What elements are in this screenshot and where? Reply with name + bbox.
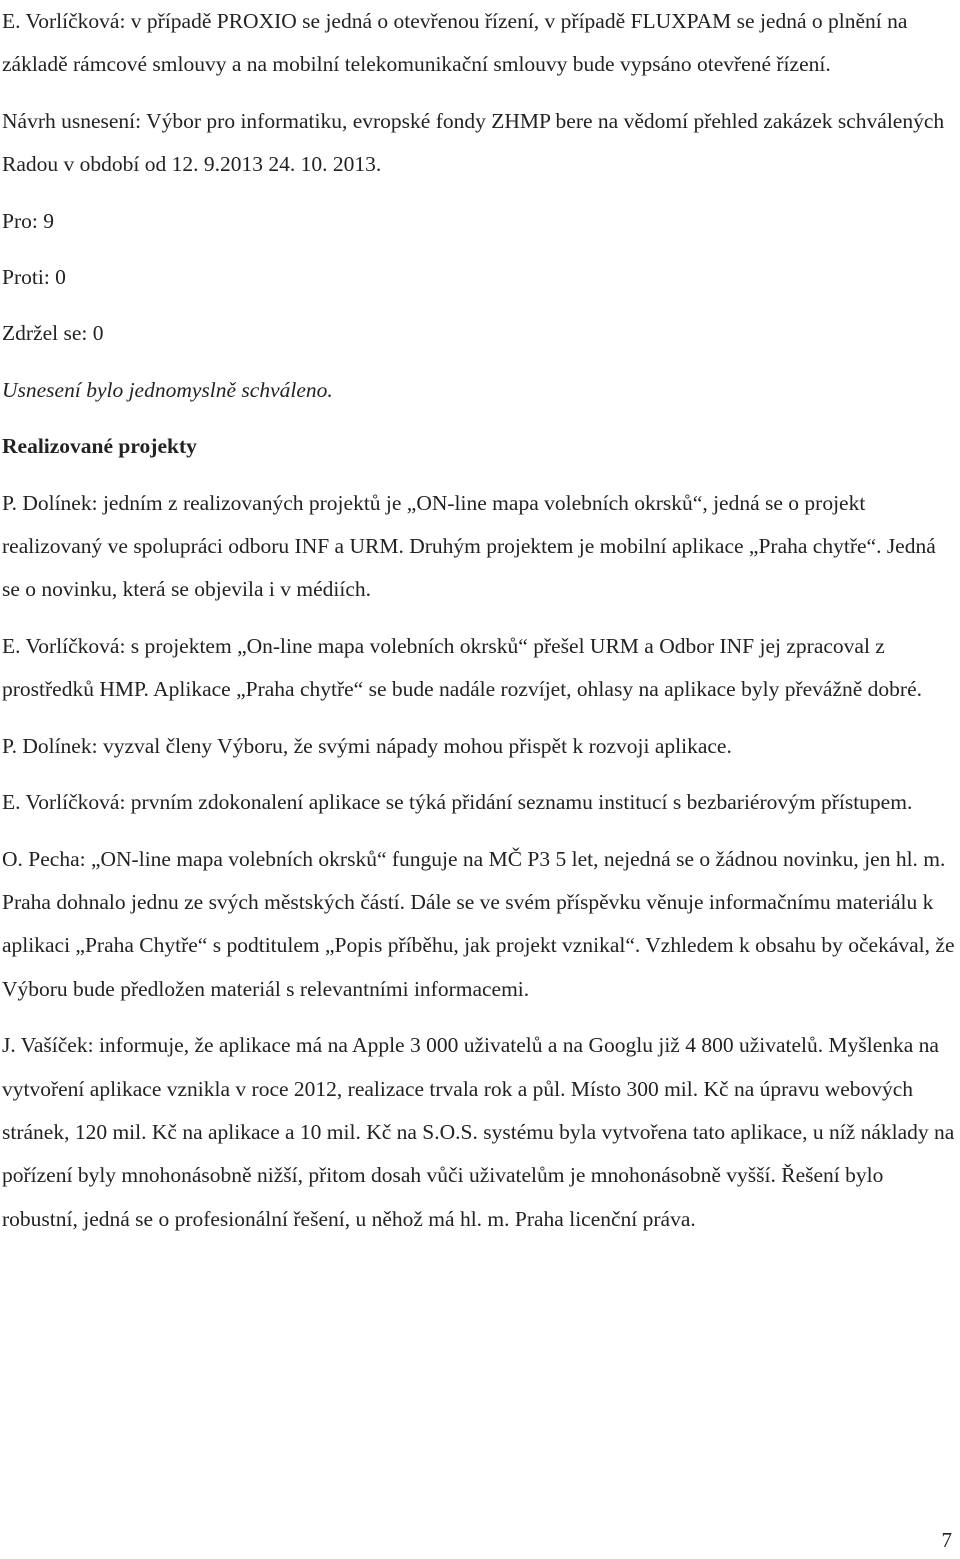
page-number: 7 (941, 1528, 952, 1552)
paragraph-pecha: O. Pecha: „ON-line mapa volebních okrsků“ funguje na MČ P3 5 let, nejedná se o žádnou novinku, jen hl. m. Praha dohnalo jednu ze svých městských částí. Dále se ve svém příspěvku věnuje informačnímu materiálu k aplikaci „Praha Chytře“ s podtitulem „Popis příběhu, jak projekt vznikal“. Vzhledem k obsahu by očekával, že Výboru bude předložen materiál s relevantními informacemi. (2, 846, 955, 1001)
resolution-approved: Usnesení bylo jednomyslně schváleno. (2, 377, 333, 402)
vote-for: Pro: 9 (2, 208, 54, 233)
vote-abstain: Zdržel se: 0 (2, 321, 104, 346)
paragraph-vorlickova-mapa: E. Vorlíčková: s projektem „On-line mapa volebních okrsků“ přešel URM a Odbor INF jej zpracoval z prostředků HMP. Aplikace „Praha chytře“ se bude nadále rozvíjet, ohlasy na aplikace byly převážně dobré. (2, 633, 922, 702)
document-page (2, 0, 957, 1241)
paragraph-vorlickova-zdokonaleni: E. Vorlíčková: prvním zdokonalení aplikace se týká přidání seznamu institucí s bezbariérovým přístupem. (2, 790, 913, 815)
paragraph-vasicek: J. Vašíček: informuje, že aplikace má na Apple 3 000 uživatelů a na Googlu již 4 800 uživatelů. Myšlenka na vytvoření aplikace vznikla v roce 2012, realizace trvala rok a půl. Místo 300 mil. Kč na úpravu webových stránek, 120 mil. Kč na aplikace a 10 mil. Kč na S.O.S. systému byla vytvořena tato aplikace, u níž náklady na pořízení byly mnohonásobně nižší, přitom dosah vůči uživatelům je mnohonásobně vyšší. Řešení bylo robustní, jedná se o profesionální řešení, u něhož má hl. m. Praha licenční práva. (2, 1033, 955, 1231)
paragraph-dolinek-projekty: P. Dolínek: jedním z realizovaných projektů je „ON-line mapa volebních okrsků“, jedná se o projekt realizovaný ve spolupráci odboru INF a URM. Druhým projektem je mobilní aplikace „Praha chytře“. Jedná se o novinku, která se objevila i v médiích. (2, 490, 936, 602)
paragraph-vorlickova-proxio: E. Vorlíčková: v případě PROXIO se jedná o otevřenou řízení, v případě FLUXPAM se jedná o plnění na základě rámcové smlouvy a na mobilní telekomunikační smlouvy bude vypsáno otevřené řízení. (2, 9, 908, 77)
vote-against: Proti: 0 (2, 265, 66, 290)
paragraph-navrh-usneseni: Návrh usnesení: Výbor pro informatiku, evropské fondy ZHMP bere na vědomí přehled zakázek schválených Radou v období od 12. 9.2013 24. 10. 2013. (2, 108, 945, 177)
paragraph-dolinek-vyzva: P. Dolínek: vyzval členy Výboru, že svými nápady mohou přispět k rozvoji aplikace. (2, 733, 732, 758)
section-heading-realizovane-projekty: Realizované projekty (2, 434, 197, 459)
